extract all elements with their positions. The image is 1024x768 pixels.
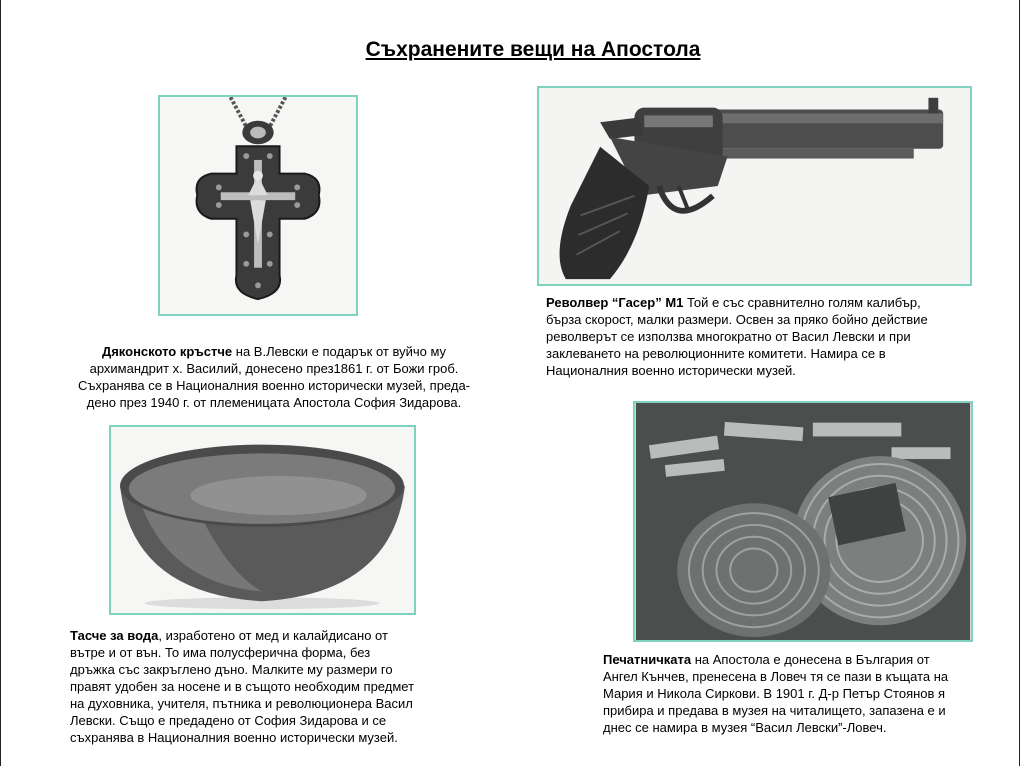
cross-caption-line: на В.Левски е подарък от вуйчо му xyxy=(232,344,447,359)
bowl-icon xyxy=(111,427,414,613)
revolver-photo xyxy=(537,86,972,286)
seal-icon xyxy=(635,403,971,640)
cross-caption-line: дено през 1940 г. от племеницата Апостола София Зидарова. xyxy=(86,395,462,410)
revolver-caption-title: Револвер “Гасер” М1 xyxy=(546,295,684,310)
revolver-icon xyxy=(539,88,970,284)
seal-photo xyxy=(633,401,973,642)
bowl-photo xyxy=(109,425,416,615)
cross-caption-line: архимандрит х. Василий, донесено през1861 г. от Божи гроб. xyxy=(89,361,459,376)
revolver-caption-line: заклеването на революционните комитети. Намира се в xyxy=(546,346,886,361)
cross-caption-line: Съхранява се в Националния военно исторически музей, преда- xyxy=(77,378,471,393)
seal-caption-title: Печатничката xyxy=(603,652,692,667)
revolver-caption-line: бърза скорост, малки размери. Освен за пряко бойно действие xyxy=(546,312,928,327)
bowl-caption-line: дръжка със закръглено дъно. Малките му размери го xyxy=(70,662,393,677)
bowl-caption-line: , изработено от мед и калайдисано от xyxy=(158,628,388,643)
bowl-caption-line: съхранява в Националния военно исторически музей. xyxy=(70,730,398,745)
revolver-caption-line: Той е със сравнително голям калибър, xyxy=(683,295,921,310)
seal-caption-line: днес се намира в музея “Васил Левски”-Ловеч. xyxy=(603,720,887,735)
revolver-caption-line: револверът се използва многократно от Васил Левски и при xyxy=(546,329,911,344)
bowl-caption-line: вътре и от вън. То има полусферична форма, без xyxy=(70,645,371,660)
bowl-caption-line: на духовника, учителя, пътника и революционера Васил xyxy=(70,696,413,711)
bowl-caption xyxy=(70,627,470,746)
page-title: Съхранените вещи на Апостола xyxy=(365,38,701,61)
seal-caption-line: Мария и Никола Сиркови. В 1901 г. Д-р Петър Стоянов я xyxy=(603,686,946,701)
cross-pendant-photo xyxy=(158,95,358,316)
cross-caption-title: Дяконското кръстче xyxy=(101,344,233,359)
bowl-caption-line: Левски. Също е предадено от София Зидарова и се xyxy=(70,713,387,728)
cross-pendant-icon xyxy=(160,97,356,314)
seal-caption xyxy=(603,651,1013,736)
bowl-caption-title: Тасче за вода xyxy=(70,628,159,643)
cross-caption xyxy=(40,343,508,411)
seal-caption-line: Ангел Кънчев, пренесена в Ловеч тя се пази в къщата на xyxy=(603,669,949,684)
seal-caption-line: прибира и предава в музея на читалището, запазена е и xyxy=(603,703,946,718)
bowl-caption-line: правят удобен за носене и в същото необходим предмет xyxy=(70,679,415,694)
seal-caption-line: на Апостола е донесена в България от xyxy=(691,652,930,667)
revolver-caption-line: Националния военно исторически музей. xyxy=(546,363,796,378)
revolver-caption xyxy=(546,294,976,379)
